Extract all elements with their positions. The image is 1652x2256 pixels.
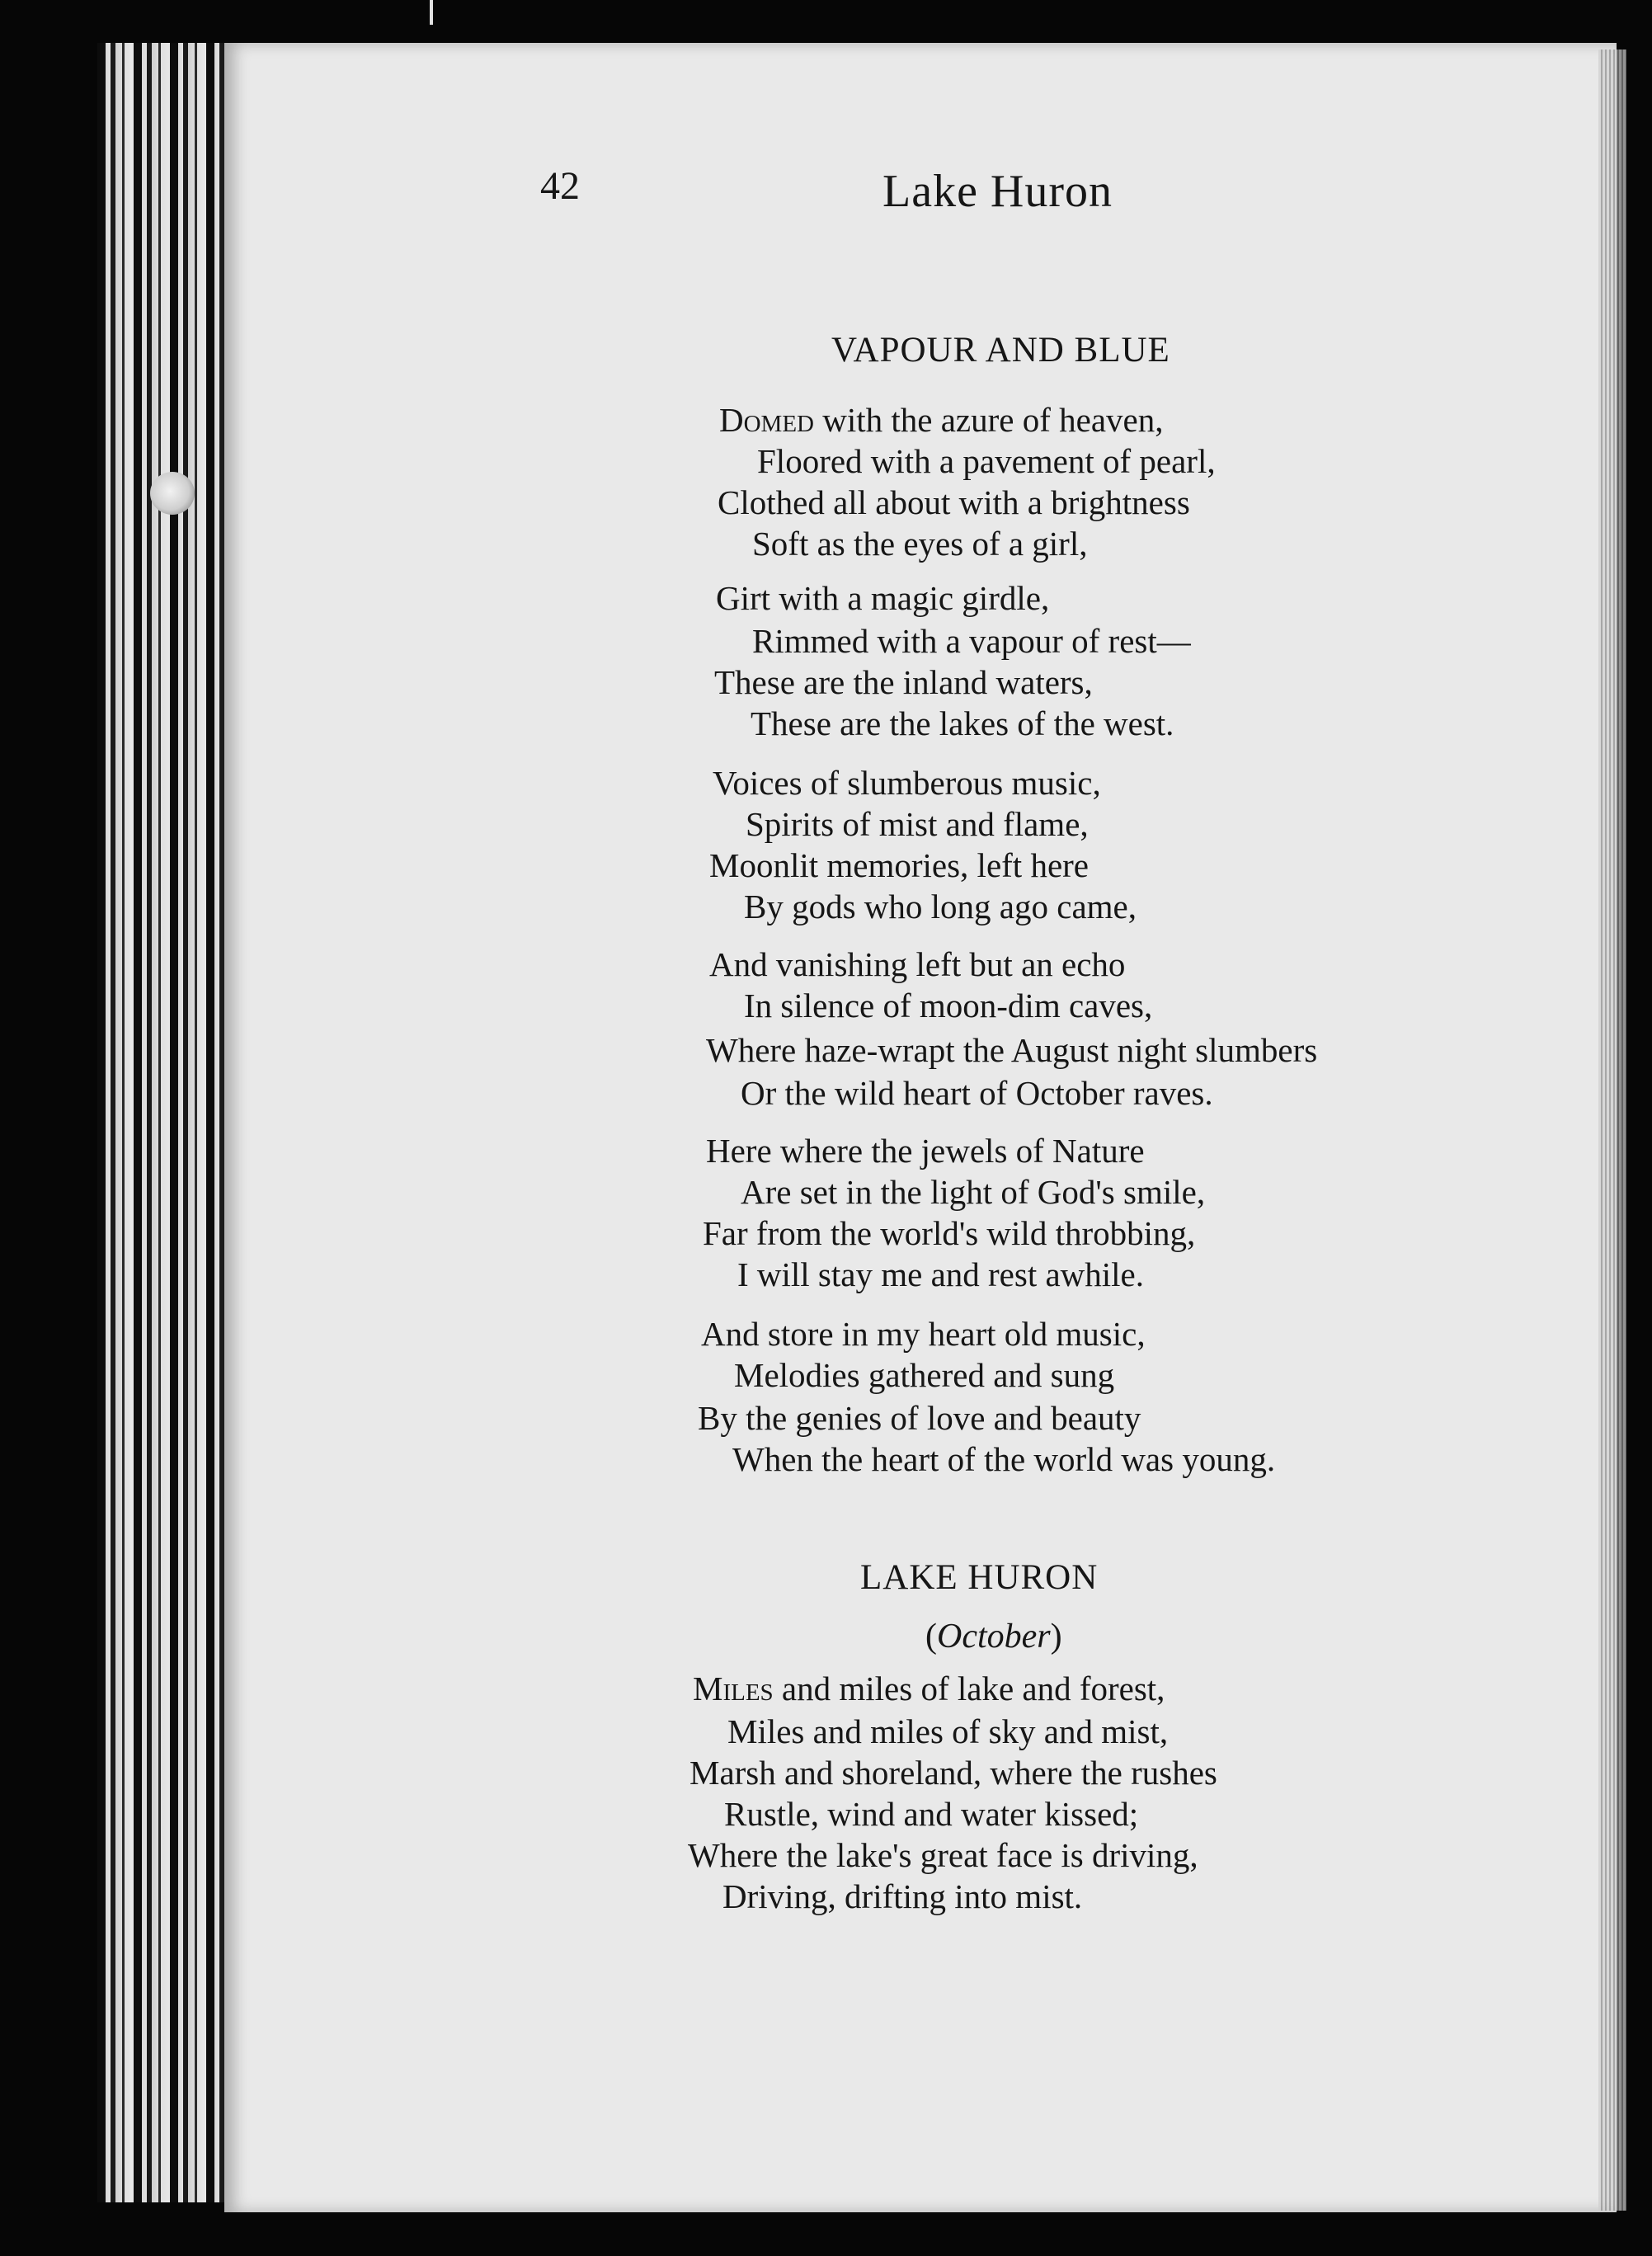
poem-line: These are the lakes of the west. (751, 704, 1174, 742)
poem-line: Clothed all about with a brightness (718, 483, 1190, 521)
poem-title: VAPOUR AND BLUE (831, 331, 1170, 370)
poem-line: Miles and miles of sky and mist, (727, 1712, 1169, 1750)
scan-artifact-mark (430, 0, 433, 25)
poem-line (719, 403, 1163, 437)
poem-line: And vanishing left but an echo (709, 945, 1126, 983)
poem-subtitle (925, 1617, 1062, 1656)
poem-line: By the genies of love and beauty (698, 1399, 1141, 1437)
poem-line: Girt with a magic girdle, (716, 579, 1050, 617)
binding-thread (150, 472, 195, 515)
poem-line: In silence of moon-dim caves, (744, 987, 1153, 1024)
poem-line: I will stay me and rest awhile. (737, 1255, 1145, 1293)
paren-close: ) (1050, 1618, 1062, 1655)
poem-line: Floored with a pavement of pearl, (757, 442, 1216, 480)
poem-line: Voices of slumberous music, (713, 764, 1101, 802)
poem-line: Driving, drifting into mist. (722, 1877, 1083, 1915)
poem-line: These are the inland waters, (714, 663, 1093, 701)
poem-line: Soft as the eyes of a girl, (752, 525, 1088, 563)
scan-bottom-border (224, 2212, 1626, 2256)
poem-line: Melodies gathered and sung (734, 1356, 1115, 1394)
subtitle-text: October (937, 1618, 1051, 1655)
poem-line: Spirits of mist and flame, (746, 805, 1089, 843)
running-head: Lake Huron (882, 166, 1113, 217)
poem-line: Rustle, wind and water kissed; (724, 1795, 1139, 1833)
poem-line: Are set in the light of God's smile, (741, 1173, 1206, 1211)
page-number: 42 (540, 164, 580, 208)
paren-open: ( (925, 1618, 937, 1655)
line-text: with the azure of heaven, (814, 401, 1164, 439)
poem-line: And store in my heart old music, (701, 1315, 1146, 1353)
poem-line: Where haze-wrapt the August night slumbers (706, 1031, 1318, 1069)
line-text: and miles of lake and forest, (773, 1670, 1165, 1707)
poem-line: Rimmed with a vapour of rest— (752, 622, 1191, 660)
poem-line: When the heart of the world was young. (732, 1440, 1276, 1478)
page-right-edge (1598, 49, 1626, 2211)
poem-line: Far from the world's wild throbbing, (703, 1214, 1196, 1252)
poem-line: Here where the jewels of Nature (706, 1132, 1145, 1170)
poem-line: Or the wild heart of October raves. (741, 1074, 1213, 1112)
poem-line: By gods who long ago came, (744, 888, 1137, 925)
poem-line: Where the lake's great face is driving, (688, 1836, 1198, 1874)
poem-line (693, 1672, 1165, 1706)
poem-line: Marsh and shoreland, where the rushes (690, 1754, 1217, 1792)
drop-word: Domed (719, 401, 814, 439)
drop-word: Miles (693, 1670, 774, 1707)
poem-title: LAKE HURON (860, 1558, 1099, 1597)
page-edges (97, 43, 238, 2202)
poem-line: Moonlit memories, left here (709, 846, 1089, 884)
